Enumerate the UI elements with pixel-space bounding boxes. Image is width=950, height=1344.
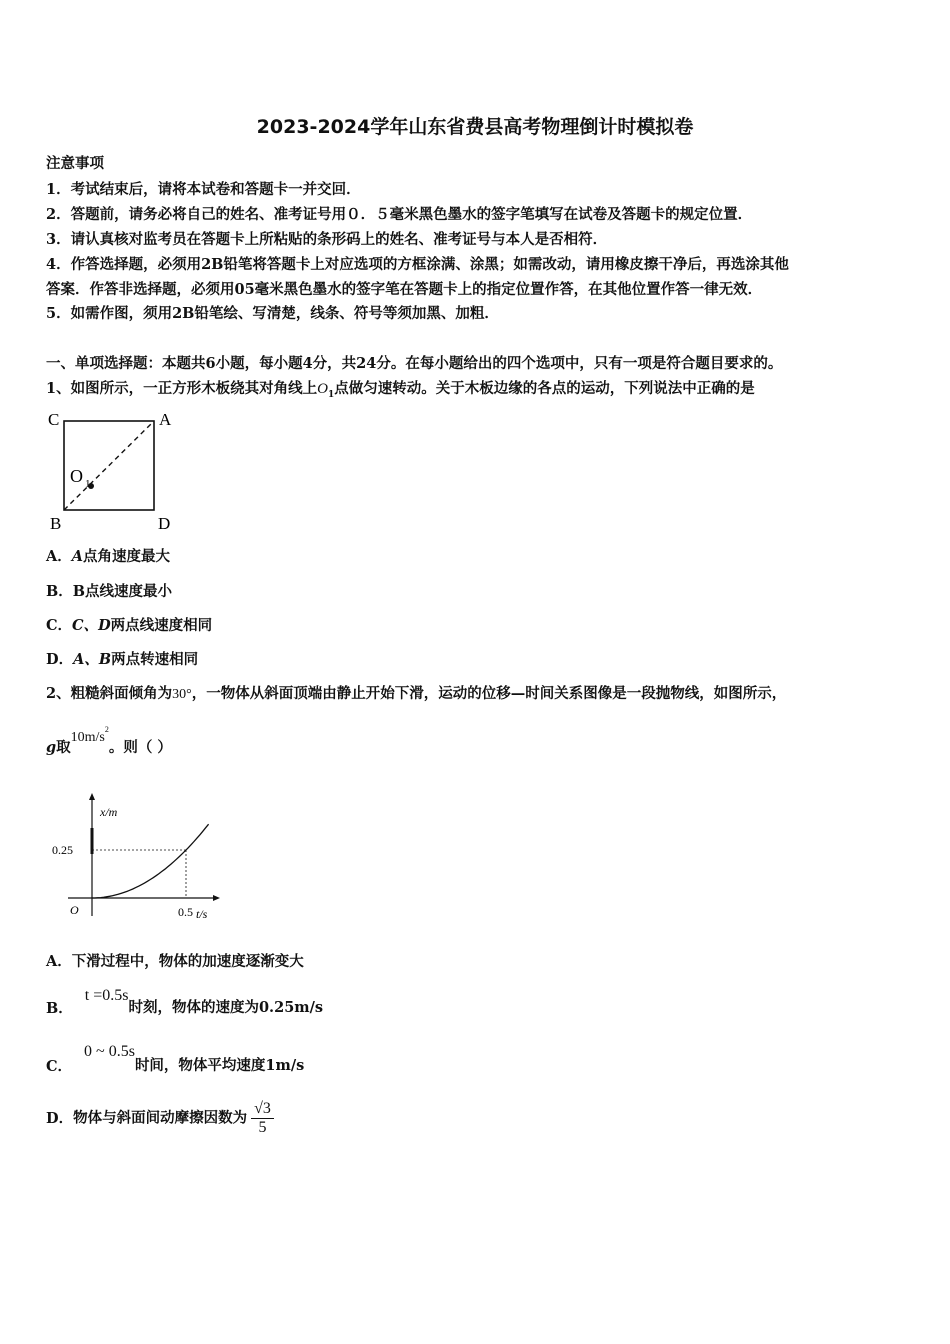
option-text: 两点线速度相同 <box>110 617 213 634</box>
y-axis-label: x/m <box>100 805 118 819</box>
label-d: D <box>158 514 171 533</box>
mu-fraction <box>251 1100 274 1137</box>
fraction-numerator: √3 <box>251 1100 274 1119</box>
option-key: B． <box>46 583 73 600</box>
q2-stem-g <box>46 725 172 757</box>
y-tick-label: 0.25 <box>52 843 73 857</box>
y-axis-arrow <box>89 793 95 800</box>
option-text: 时刻，物体的速度为0.25m/s <box>128 999 324 1016</box>
section-heading: 一、单项选择题：本题共6小题，每小题4分，共24分。在每小题给出的四个选项中，只有一项是符合题目要求的。 <box>46 355 783 372</box>
q2-option-b[interactable] <box>46 984 324 1017</box>
q2-option-a[interactable] <box>46 950 304 971</box>
g-exponent: 2 <box>104 725 109 735</box>
notice-heading: 注意事项 <box>46 155 104 172</box>
notice-item-4: 4．作答选择题，必须用2B铅笔将答题卡上对应选项的方框涂满、涂黑；如需改动，请用橡皮擦干净后，再选涂其他 <box>46 256 789 273</box>
q2-option-d[interactable] <box>46 1100 274 1137</box>
q2-angle: 30° <box>172 687 192 702</box>
notice-item-1: 1．考试结束后，请将本试卷和答题卡一并交回． <box>46 181 361 198</box>
option-text: 两点转速相同 <box>111 651 199 668</box>
q1-option-a[interactable] <box>46 545 170 566</box>
notice-item-4-cont: 答案．作答非选择题，必须用05毫米黑色墨水的签字笔在答题卡上的指定位置作答，在其他位置作答一律无效． <box>46 281 763 298</box>
option-key: A． <box>46 953 72 970</box>
q1-stem-b: 点做匀速转动。关于木板边缘的各点的运动，下列说法中正确的是 <box>334 380 755 397</box>
option-text: 点角速度最大 <box>83 548 171 565</box>
option-key: D． <box>46 1109 74 1127</box>
option-symbol: A、B <box>73 651 112 668</box>
g-value: 10m/s <box>70 730 105 745</box>
label-o-subscript: 1 <box>85 478 91 490</box>
q1-stem-a: 1、如图所示，一正方形木板绕其对角线上 <box>46 380 318 397</box>
option-text: 时间，物体平均速度1m/s <box>134 1057 305 1074</box>
option-symbol: A <box>71 548 84 565</box>
notice-item-2: 2．答题前，请务必将自己的姓名、准考证号用０．５毫米黑色墨水的签字笔填写在试卷及答题卡的规定位置． <box>46 206 753 223</box>
g-symbol: g <box>46 739 57 756</box>
q1-option-b[interactable] <box>46 580 172 601</box>
origin-label: O <box>70 903 79 917</box>
q1-figure <box>44 404 184 534</box>
notice-item-5: 5．如需作图，须用2B铅笔绘、写清楚，线条、符号等须加黑、加粗． <box>46 305 499 322</box>
parabola-curve <box>92 824 209 898</box>
option-math: 0 ~ 0.5s <box>84 1043 135 1060</box>
notice-item-3: 3．请认真核对监考员在答题卡上所粘贴的条形码上的姓名、准考证号与本人是否相符． <box>46 231 608 248</box>
option-key: B． <box>46 1000 73 1017</box>
label-o: O <box>70 466 83 486</box>
q1-stem <box>46 377 755 400</box>
q2-stem-b: ，一物体从斜面顶端由静止开始下滑，运动的位移—时间关系图像是一段抛物线，如图所示， <box>191 685 787 702</box>
label-c: C <box>48 410 60 429</box>
q2-xt-graph <box>48 788 228 928</box>
page-title: 2023-2024学年山东省费县高考物理倒计时模拟卷 <box>256 116 694 138</box>
q2-stem-a: 2、粗糙斜面倾角为 <box>46 685 173 702</box>
option-key: A． <box>46 548 72 565</box>
option-text: 物体与斜面间动摩擦因数为 <box>73 1109 248 1127</box>
q1-stem-subscript: 1 <box>327 389 335 400</box>
option-key: C． <box>46 1058 73 1075</box>
q1-option-c[interactable] <box>46 614 212 635</box>
option-key: C． <box>46 617 73 634</box>
g-text: 取 <box>56 739 71 756</box>
q1-option-d[interactable] <box>46 648 198 669</box>
option-symbol: C、D <box>72 617 111 634</box>
label-a: A <box>159 410 172 429</box>
option-text: B点线速度最小 <box>72 583 173 600</box>
option-math: t =0.5s <box>84 987 129 1004</box>
q2-stem <box>46 682 786 703</box>
option-key: D． <box>46 651 74 668</box>
option-text: 下滑过程中，物体的加速度逐渐变大 <box>71 953 304 970</box>
fraction-denominator: 5 <box>258 1119 267 1136</box>
q2-option-c[interactable] <box>46 1040 305 1075</box>
q1-stem-symbol: O <box>317 381 328 397</box>
x-axis-label: t/s <box>196 907 208 921</box>
label-b: B <box>50 514 62 533</box>
x-tick-label: 0.5 <box>178 905 193 919</box>
x-axis-arrow <box>213 895 220 901</box>
g-tail: 。则（ ） <box>108 739 172 756</box>
